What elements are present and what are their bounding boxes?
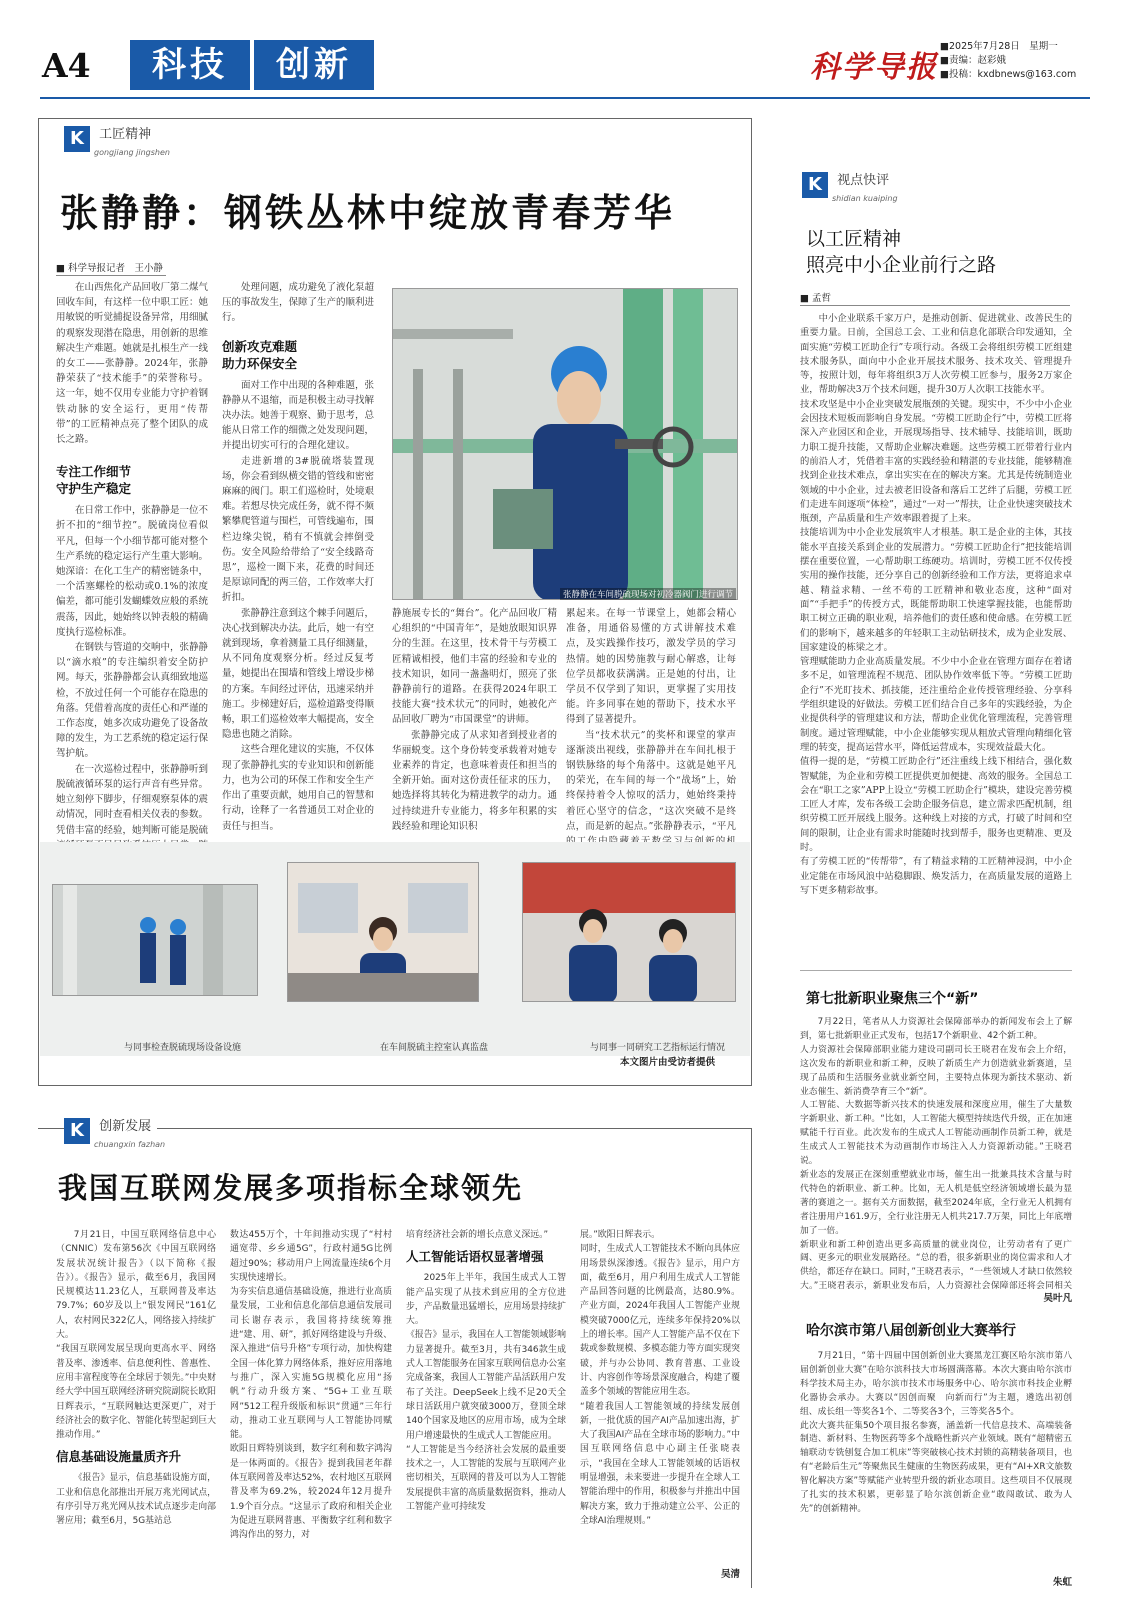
internet-headline: 我国互联网发展多项指标全球领先	[58, 1171, 524, 1205]
caption-a: 与同事检查脱硫现场设备设施	[124, 1043, 242, 1053]
commentary-label-text: 视点快评	[837, 173, 890, 188]
main-photo-illustration	[393, 289, 738, 600]
feature-section-label	[64, 126, 170, 157]
issue-date-line: ■2025年7月28日 星期一	[940, 41, 1058, 52]
main-photo	[392, 288, 738, 600]
commentary-pinyin: shidian kuaiping	[832, 194, 898, 203]
news2-headline: 哈尔滨市第八届创新创业大赛举行	[806, 1323, 1016, 1339]
internet-pinyin: chuangxin fazhan	[94, 1140, 166, 1149]
commentary-end-rule	[800, 970, 1072, 971]
masthead-logo: 科学导报	[810, 50, 938, 85]
section-pinyin: gongjiang jingshen	[94, 148, 170, 157]
internet-col3-p: 培育经济社会新的增长点意义深远。”	[406, 1230, 549, 1240]
commentary-section-label	[802, 172, 898, 203]
feature-col1-p1: 在日常工作中，张静静是一位不折不扣的“细节控”。脱硫岗位看似平凡，但每一个小细节都可能对整个生产系统的稳定运行产生重大影响。她深谙：在化工生产的精密链条中，一个活塞螺栓的松动或0.1%的浓度偏差，都可能引发蝴蝶效应般的系统震荡，因此，她始终以钟表般的精确度执行巡检标准。	[56, 505, 208, 638]
issue-date	[940, 40, 1076, 82]
internet-col4	[580, 1228, 740, 1564]
editor-line: ■责编：赵彩娥	[940, 55, 1006, 66]
internet-col2	[230, 1228, 392, 1584]
internet-col3b-p: 2025年上半年，我国生成式人工智能产品实现了从技术到应用的全方位进步，产品数量迅猛增长，应用场景持续扩大。 《报告》显示，我国在人工智能领域影响力显著提升。截至3月，共有346款生成式人工智能服务在国家互联网信息办公室完成备案，我国人工智能产品活跃用户发布了关注。DeepSeek上线不足20天全球日活跃用户就突破3000万，登顶全球140个国家及地区的应用市场，成为全球用户增速最快的生成式人工智能应用。 “人工智能是当今经济社会发展的最重要技术之一，人工智能的发展与互联网产业密切相关，互联网的普及可以为人工智能发展提供丰富的高质量数据资料，推动人工智能产业可持续发	[406, 1273, 566, 1513]
feature-col4-p2: 当“技术状元”的奖杯和课堂的掌声逐渐淡出视线，张静静并在车间扎根于钢铁脉络的每个角落中。这就是她平凡的荣光，在车间的每一个“战场”上，始终保持着令人惊叹的活力，她始终秉持着匠心坚守的信念，“这次突破不是终点，而是新的起点。”张静静表示，“平凡	[566, 729, 736, 832]
internet-section-label	[64, 1118, 166, 1149]
subhead-2: 创新攻克难题 助力环保安全	[222, 338, 298, 371]
commentary-byline: ■ 孟哲	[800, 293, 832, 304]
caption-b: 在车间脱硫主控室认真监盘	[380, 1043, 489, 1053]
caption-c: 与同事一同研究工艺指标运行情况	[590, 1043, 726, 1053]
commentary-headline: 以工匠精神 照亮中小企业前行之路	[806, 228, 997, 276]
feature-col2-p3: 走进新增的3#脱硫塔装置现场，你会看到纵横交错的管线和密密麻麻的阀门。职工们巡检时，处境艰难。若想尽快完成任务，就不得不频繁攀爬管道与围栏，可管线遍布，围栏边缘尖锐，稍有不慎就会摔倒受伤。安全风险给带给了“安全线路奇思”，巡检一圈下来，花费的时间还是原谅同配的两三倍，工作效率大打折扣。	[222, 455, 374, 604]
internet-label-text: 创新发展	[99, 1119, 152, 1134]
k-logo-icon-2: K	[802, 172, 828, 198]
news1-headline: 第七批新职业聚焦三个“新”	[806, 991, 979, 1007]
feature-col4-p1: 累起来。在每一节课堂上，她都会精心准备，用通俗易懂的方式讲解技术难点，及实践操作技巧，激发学员的学习热情。她的因势施教与耐心解惑，让每位学员都收获满满。正是她的付出，让学员不仅学到了知识，更掌握了实用技能。许多同事在她的帮助下，技术水平得到了显著提升。	[566, 608, 736, 726]
feature-col1-p3: 在一次巡检过程中，张静静听到脱硫液循环泵的运行声音有些异常。她立刻停下脚步，仔细观察泵体的震动情况，同时查看相关仪表的参数。凭借丰富的经验，她判断可能是脱硫	[56, 763, 208, 836]
internet-col1	[56, 1228, 216, 1584]
internet-col2-p: 数达455万个，十年间推动实现了“村村通宽带、乡乡通5G”，行政村通5G比例超过90%；移动用户上网流量连续6个月实现快速增长。 为夯实信息通信基础设施，推进行业高质量发展，工业和信息化部信息通信发展司司长谢存表示，我国将持续统筹推进“建、用、研”，抓好网络建设与升级、深入推进“信号升格”专项行动，加快构建全国一体化算力网络体系，推好应用落地与推广，深入实施5G规模化应用“扬帆”行动升级方案、“5G+工业互联网”512工程升级版和标识“贯通”三年行动，推动工业互联网与人工智能协同赋能。 欧阳日辉特别谈到，数字红利和数字鸿沟是一体两面的。《报告》提到我国老年群体互联网普及率达52%，农村地区互联网普及率为69.2%，较2024年12月提升1.9个百分点。“这显示了政府和相关企业为促进互联网普惠、平衡数字红利和数字鸿沟作出的努力，对	[230, 1230, 392, 1541]
feature-col2-p1: 处理问题，成功避免了液化泵超压的事故发生，保障了生产的顺利进行。	[222, 282, 374, 324]
section-label-text: 工匠精神	[99, 127, 152, 142]
news1-author: 吴叶凡	[1043, 1293, 1072, 1304]
main-photo-caption: 张静静在车间脱硫现场对初冷器阀门进行调节	[560, 588, 736, 600]
feature-col3-p1: 静施展专长的“舞台”。化产品回收厂精心组织的“中国青年”，是她放眼知识界分的生涯。在这里，技术骨干与劳模工匠精诚相授，他们丰富的经验和专业的技术知识，如同一盏盏明灯，照亮了张静静前行的道路。在获得2024年职工技能大赛“技术状元”的同时，她被化产品回收厂聘为“市国课堂”的讲师。	[392, 608, 557, 726]
feature-col2-p2: 面对工作中出现的各种难题，张静静从不退缩，而是积极主动寻找解决办法。她善于观察、勤于思考，总能从日常工作的细微之处发现问题，并提出切实可行的合理化建议。	[222, 379, 374, 452]
internet-sub2: 人工智能话语权显著增强	[406, 1249, 544, 1265]
news2-author: 朱虹	[1052, 1577, 1072, 1588]
header-rule	[40, 97, 1090, 99]
internet-col4-p: 展。”欧阳日辉表示。 同时，生成式人工智能技术不断向具体应用场景纵深渗透。《报告》显示，用户方面，截至6月，用户利用生成式人工智能产品回答问题的比例最高，达80.9%。产业方面，2024年我国人工智能产业规模突破7000亿元，连续多年保持20%以上的增长率。国产人工智能产品不仅在下载或参数规模、多模态能力等方面实现突破，并与办公协同、教育普惠、工业设计、内容创作等场景深度融合，构建了覆盖多个领域的智能应用生态。 “随着我国人工智能领域的持续发展创新，一批优质的国产AI产品加速出海，扩大了我国AI产品在全球市场的影响力。”中国互联网络信息中心副主任张晓表示，“我国在全球人工智能领域的话语权明显增强，未来要进一步提升在全球人工智能治理中的作用，积极参与并推出中国解决方案，致力于推动建立公平、公正的全球AI治理规则。”	[580, 1230, 740, 1526]
commentary-body: 中小企业联系千家万户，是推动创新、促进就业、改善民生的重要力量。日前，全国总工会、工业和信息化部联合印发通知，全面实施“劳模工匠助企行”专项行动。各级工会将组织劳模工匠组建技术服务队，面向中小企业开展技术服务、技术攻关、管理提升等，按照计划，每年将组织3万人次劳模工匠参与，服务2万家企业，帮助解决3万个技术问题，提升30万人次职工技能水平。 技术攻坚是中小企业突破发展瓶颈的关键。现实中，不少中小企业会因技术短板而影响自身发展。“劳模工匠助企行”中，劳模工匠将深入产业园区和企业，开展现场指导、技术辅导、技能培训，既助力职工提升技能，又帮助企业解决难题。这些劳模工匠带着行业内的前沿人才，凭借着丰富的实践经验和精湛的专业技能，能够精准找到企业技术难点，拿出实实在在的解决方案。尤其是传统制造业领域的中小企业，过去被老旧设备和落后工艺绊了后腿，劳模工匠们走进车间逐项“体检”，通过“一对一”帮扶，让企业快速突破技术瓶颈，产品质量和生产效率跟着提了上来。 技能培训为中小企业发展筑牢人才根基。职工是企业的主体，其技能水平直接关系到企业的发展潜力。“劳模工匠助企行”把技能培训摆在重要位置，一心帮助职工练硬功。培训时，劳模工匠不仅传授实用的操作技能，还分享自己的创新经验和工作方法，更将追求卓越、精益求精、一丝不苟的工匠精神和敬业态度，这种“面对面”“手把手”的传授方式，既能帮助职工快速掌握技能，也能帮助职工树立正确的职业观，培养他们的责任感和使命感。在劳模工匠们的影响下，越来越多的年轻职工主动钻研技术，成为企业发展、国家建设的栋梁之才。 管理赋能助力企业高质量发展。不少中小企业在管理方面存在着诸多不足，如管理流程不规范、团队协作效率低下等。“劳模工匠助企行”不光盯技术、抓技能，还注重给企业传授管理经验、分享科学组织建设的好做法。劳模工匠们结合自己多年的实践经验，为企业提供科学的管理建议和方法，帮助企业优化管理流程，完善管理制度。通过管理赋能，中小企业能够实现从粗放式管理向精细化管理的转变，提高运营水平，降低运营成本，实现效益最大化。 值得一提的是，“劳模工匠助企行”还注重线上线下相结合，强化数智赋能，为企业和劳模工匠提供更加便捷、高效的服务。全国总工会在“职工之家”APP上设立“劳模工匠助企行”模块，建设完善劳模工匠人才库，发布各级工会助企服务信息，建立需求匹配机制，组织劳模工匠开展线上服务。这种线上对接的方式，打破了时间和空间的限制，让企业有需求时能随时找到帮手，服务也更精准、更及时。 有了劳模工匠的“传帮带”，有了精益求精的工匠精神浸润，中小企业定能在市场风浪中站稳脚跟、焕发活力，在高质量发展的道路上写下更多精彩故事。	[800, 313, 1072, 896]
feature-intro: 在山西焦化产品回收厂第二煤气回收车间，有这样一位中职工匠：她用敏锐的听觉捕捉设备异常，用细腻的观察发现潜在隐患，用创新的思维解决生产难题。她就是扎根生产一线的女工——张静静。2024年，张静静荣获了“技术能手”的荣誉称号。这一年，她不仅用专业能力守护着钢铁动脉的安全运行，更用“传帮带”的工匠精神点亮了整个团队的成长之路。	[56, 282, 208, 446]
photo-a-illustration	[53, 885, 258, 996]
feature-col3-p2: 张静静完成了从求知者到授业者的华丽蜕变。这个身份转变承载着对她专业素养的肯定，也意味着责任和担当的全新开始。面对这份责任征求的压力，她选择将其转化为精进教学的动力。通过持续进升专业能力，将多年积累的实践经验和理论知识积	[392, 729, 557, 832]
news1-body: 7月22日，笔者从人力资源社会保障部举办的新闻发布会上了解到，第七批新职业正式发布，包括17个新职业、42个新工种。 人力资源社会保障部职业能力建设司副司长王晓君在发布会上介绍，这次发布的新职业和新工种，反映了新质生产力创造就业新赛道，呈现了品质和生活服务业就业新空间，主要特点体现为新技术驱动、新业态催生、新消费孕育三个“新”。 人工智能、大数据等新兴技术的快速发展和深度应用，催生了大量数字新职业、新工种。“比如，人工智能大模型持续迭代升级，正在加速赋能千行百业。此次发布的生成式人工智能动画制作员新工种，就是生成式人工智能技术为动画制作市场注入人力资源新动能。”王晓君说。 新业态的发展正在深刻重塑就业市场，催生出一批兼具技术含量与时代特色的新职业、新工种。比如，无人机是低空经济领域增长最为显著的赛道之一。据有关方面数据，截至2024年底，全行业无人机拥有者注册用户161.9万，全行业注册无人机共217.7万架，同比上年底增加了一倍。 新职业和新工种创造出更多高质量的就业岗位，让劳动者有了更广阔、更多元的职业发展路径。“总的看，很多新职业的岗位需求和人才供给，都还存在缺口。同时，”王晓君表示，“一些领域人才缺口依然较大。”王晓君表示，新职业发布后，人力资源社会保障部还将会同相关	[800, 1017, 1072, 1292]
internet-col1-p: 7月21日，中国互联网络信息中心（CNNIC）发布第56次《中国互联网络发展状况统计报告》（以下简称《报告》）。《报告》显示，截至6月，我国网民规模达11.23亿人，互联网普及率达79.7%；60岁及以上“银发网民”161亿人，农村网民322亿人，网络接入持续扩大。 “我国互联网发展呈现向更高水平、网络普及率、渗透率、信息便利性、普惠性、应用丰富程度等在全球居于领先。”中央财经大学中国互联网经济研究院副院长欧阳日辉表示，“互联网触达更深更广，对于经济社会的数字化、智能化转型起到巨大推动作用。”	[56, 1230, 216, 1441]
byline-rule	[56, 275, 166, 276]
internet-author: 吴清	[720, 1569, 740, 1580]
page-number: A4	[42, 46, 91, 85]
photo-c	[522, 862, 736, 1002]
feature-col2-p4: 张静静注意到这个棘手问题后，决心找到解决办法。此后，她一有空就到现场，拿着测量工具仔细测量，从不同角度观察分析。经过反复考量，她提出在围墙和管线上增设步梯的方案。车间经过评估，迅速采纳并施工。步梯建好后，巡检道路变得顺畅，职工们巡检效率大幅提高，安全隐患也随之消除。	[222, 607, 374, 741]
feature-byline: ■ 科学导报记者 王小静	[56, 263, 164, 274]
feature-col2-p5: 这些合理化建议的实施，不仅体现了张静静扎实的专业知识和创新能力，也为公司的环保工作和安全生产作出了重要贡献，她用自己的智慧和行动，诠释了一名普通员工对企业的责任与担当。	[222, 744, 374, 832]
photo-b-illustration	[288, 863, 479, 1002]
photo-b	[287, 862, 479, 1002]
photo-credit: 本文图片由受访者提供	[620, 1057, 716, 1068]
page-title-innovation: 创新	[254, 40, 374, 90]
email-line: ■投稿：kxdbnews@163.com	[940, 69, 1077, 80]
page-title-tech: 科技	[130, 40, 250, 90]
feature-headline: 张静静：钢铁丛林中绽放青春芳华	[60, 191, 676, 235]
k-logo-icon: K	[64, 126, 90, 152]
k-logo-icon-3: K	[64, 1118, 90, 1144]
internet-col1b-p: 《报告》显示，信息基础设施方面，工业和信息化部推出开展万兆光网试点，有序引导万兆光网从技术试点逐步走向部署应用；截至6月，5G基站总	[56, 1473, 216, 1527]
feature-col1-p2: 在钢铁与管道的交响中，张静静以“滴水痕”的专注编织着安全防护网。每天，张静静都会认真细致地巡检，不放过任何一个可能存在隐患的角落。凭借着高度的责任心和严谨的工作态度，她多次成功避免了设备故障的发生，为工艺系统的稳定运行保驾护航。	[56, 642, 208, 760]
page-header	[40, 36, 1090, 96]
news2-body: 7月21日，“第十四届中国创新创业大赛黑龙江赛区哈尔滨市第八届创新创业大赛”在哈尔滨科技大市场圆满落幕。本次大赛由哈尔滨市科学技术局主办，哈尔滨市技术市场服务中心、哈尔滨市科技企业孵化器协会承办。大赛以“因创而聚 向新而行”为主题，遴选出初创组、成长组一等奖各1个、二等奖各3个，三等奖各5个。 此次大赛共征集50个项目报名参赛，涵盖新一代信息技术、高端装备制造、新材料、生物医药等多个战略性新兴产业领域。既有“超精密五轴联动专铣刨复合加工机床”等突破核心技术封锁的高精装备项目，也有“老龄后生元”等聚焦民生健康的生物医药成果，更有“AI+XR文旅数智化解决方案”等赋能产业转型升级的新业态项目。这些项目不仅展现了扎实的技术积累，更彰显了哈尔滨创新企业“敢闯敢试、敢为人先”的创新精神。	[800, 1351, 1072, 1514]
commentary-byline-rule	[800, 305, 1070, 306]
internet-col3	[406, 1228, 566, 1584]
photo-a	[52, 884, 258, 996]
subhead-1: 专注工作细节 守护生产稳定	[56, 464, 132, 497]
photo-c-illustration	[523, 863, 736, 1002]
internet-sub1: 信息基础设施量质齐升	[56, 1449, 182, 1465]
